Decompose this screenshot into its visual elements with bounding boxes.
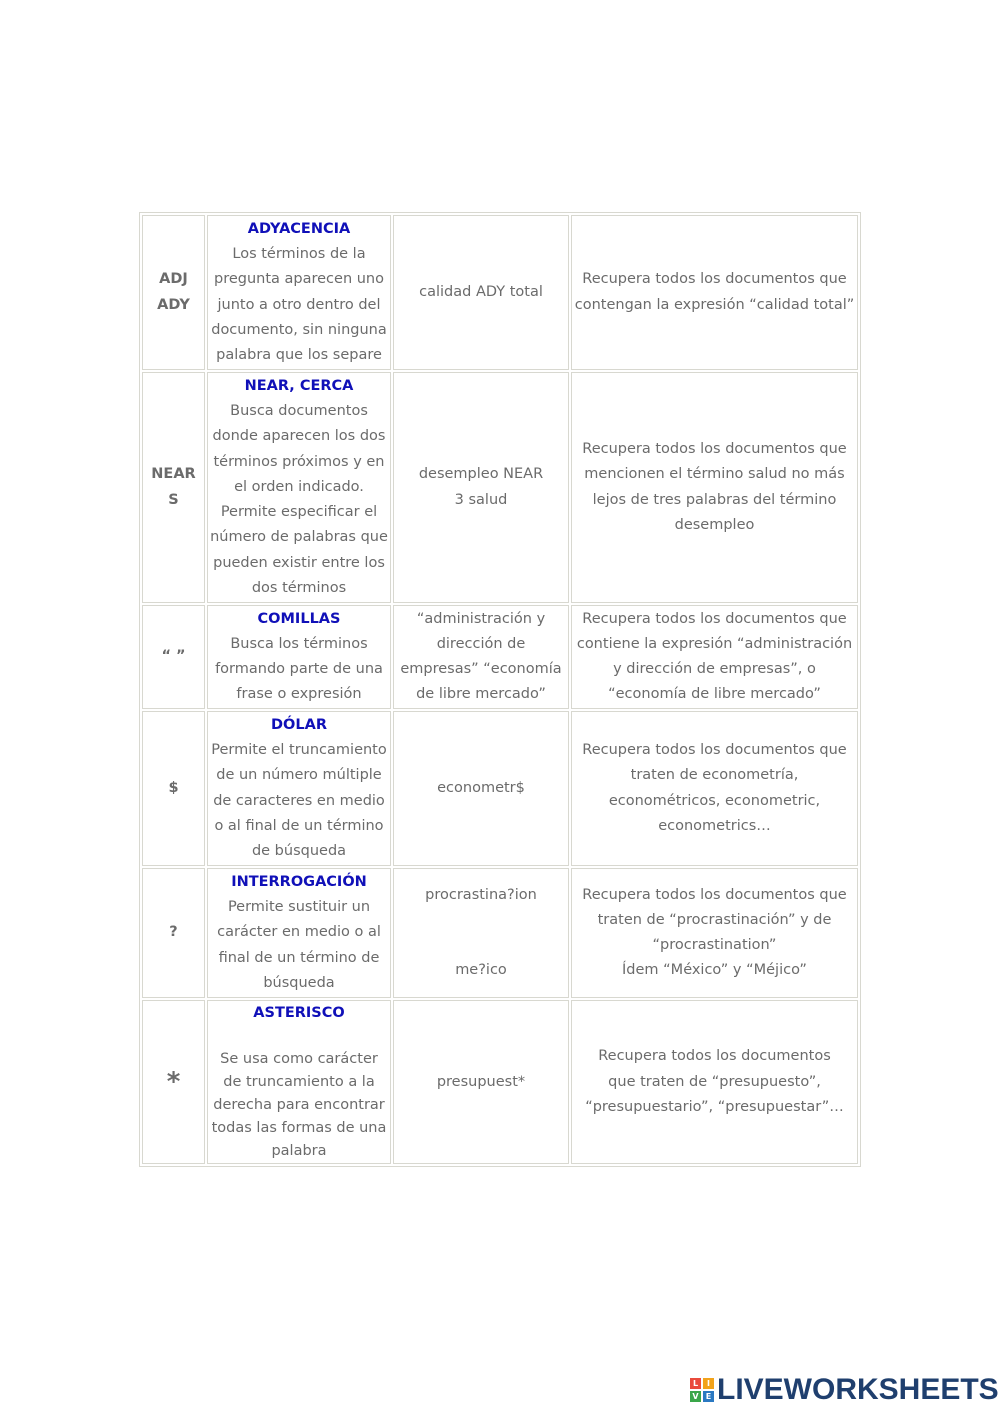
table-row-comillas [142, 605, 858, 709]
operator-symbol: $ [168, 779, 179, 796]
operator-result: Recupera todos los documentos que traten de “procrastinación” y de “procrastination” [582, 886, 847, 953]
operator-example: “administración y dirección de empresas” “economía de libre mercado” [400, 610, 562, 703]
operator-example: procrastina?ion [425, 886, 537, 903]
operator-symbol: ADJ [159, 271, 188, 288]
operator-name: DÓLAR [271, 716, 327, 733]
operator-description-cell [207, 711, 391, 866]
operator-description-cell [207, 605, 391, 709]
operator-result: Recupera todos los documentos que mencionen el término salud no más lejos de tres palabras del término desempleo [582, 441, 847, 533]
operator-name: INTERROGACIÓN [231, 873, 367, 890]
operator-description-cell [207, 215, 391, 370]
operator-symbol-cell [142, 372, 205, 603]
operator-symbol-cell [142, 215, 205, 370]
operator-example-cell [393, 605, 569, 709]
operator-result: Recupera todos los documentos que traten de “presupuesto”, “presupuestario”, “presupuestar”… [585, 1048, 844, 1115]
operator-symbol: * [166, 1066, 181, 1097]
operator-name: ADYACENCIA [247, 220, 351, 237]
table-row-near [142, 372, 858, 603]
operator-example-cell [393, 711, 569, 866]
operator-example-cell [393, 1000, 569, 1164]
operator-symbol: NEAR [151, 466, 196, 483]
operator-example-cell [393, 868, 569, 998]
operator-description: Busca documentos donde aparecen los dos términos próximos y en el orden indicado. Permite especificar el número de palabras que pueden existir entre los dos términos [210, 403, 388, 596]
operator-example: desempleo NEAR 3 salud [418, 466, 544, 508]
logo-mark-tile: L [690, 1378, 701, 1389]
operator-name: COMILLAS [257, 610, 341, 627]
operator-result: Ídem “México” y “Méjico” [622, 962, 807, 979]
logo-mark-tile: E [703, 1391, 714, 1402]
logo-mark-icon [690, 1378, 714, 1402]
table-row-asterisco [142, 1000, 858, 1164]
operator-description: Busca los términos formando parte de una frase o expresión [215, 635, 383, 703]
operator-symbol-cell [142, 868, 205, 998]
operator-result-cell [571, 1000, 858, 1164]
operator-result: Recupera todos los documentos que traten de econometría, econométricos, econometric, econometrics… [582, 742, 847, 834]
operator-description-cell [207, 372, 391, 603]
operator-symbol-cell [142, 605, 205, 709]
example-spacer [396, 908, 566, 958]
operator-example-cell [393, 215, 569, 370]
operator-symbol-cell [142, 1000, 205, 1164]
operator-example-cell [393, 372, 569, 603]
operator-description: Los términos de la pregunta aparecen uno junto a otro dentro del documento, sin ninguna palabra que los separe [211, 246, 387, 363]
table-row-dolar [142, 711, 858, 866]
operator-symbol: ? [169, 924, 178, 941]
operator-name: NEAR, CERCA [244, 378, 354, 395]
search-operators-table [139, 212, 861, 1167]
operator-symbol: ADY [157, 296, 190, 313]
operator-result-cell [571, 372, 858, 603]
operator-result-cell [571, 711, 858, 866]
operator-result-cell [571, 215, 858, 370]
operator-result-cell [571, 605, 858, 709]
operator-description-cell [207, 1000, 391, 1164]
operator-example: econometr$ [437, 779, 525, 796]
operator-result: Recupera todos los documentos que contiene la expresión “administración y dirección de empresas”, o “economía de libre mercado” [576, 610, 853, 703]
operator-symbol-cell [142, 711, 205, 866]
operator-example: presupuest* [436, 1073, 526, 1090]
logo-text: LIVEWORKSHEETS [717, 1373, 999, 1406]
liveworksheets-logo [690, 1372, 999, 1408]
operator-result: Recupera todos los documentos que contengan la expresión “calidad total” [574, 271, 855, 313]
operator-description: Permite sustituir un carácter en medio o al final de un término de búsqueda [217, 899, 381, 991]
operator-symbol: “ ” [161, 648, 186, 665]
operator-symbol: S [168, 491, 179, 508]
description-spacer [210, 1026, 388, 1048]
operator-example: me?ico [455, 962, 507, 978]
table-row-interrogacion [142, 868, 858, 998]
logo-mark-tile: I [703, 1378, 714, 1389]
operator-description: Permite el truncamiento de un número múltiple de caracteres en medio o al final de un término de búsqueda [211, 742, 387, 859]
operator-description-cell [207, 868, 391, 998]
operator-example: calidad ADY total [419, 283, 543, 300]
operator-result-cell [571, 868, 858, 998]
operator-name: ASTERISCO [253, 1005, 345, 1021]
logo-mark-tile: V [690, 1391, 701, 1402]
operator-description: Se usa como carácter de truncamiento a la derecha para encontrar todas las formas de una palabra [211, 1051, 387, 1160]
table-row-adyacencia [142, 215, 858, 370]
